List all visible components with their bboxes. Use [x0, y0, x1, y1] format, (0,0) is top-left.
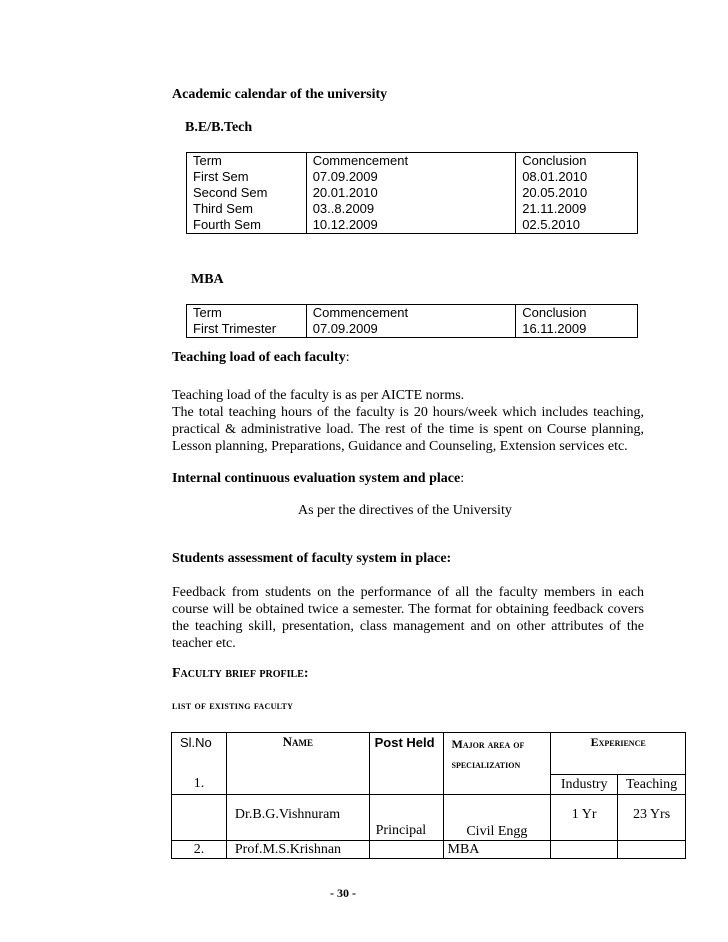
cell-teaching: [618, 841, 686, 859]
table-row: [187, 201, 638, 217]
cell-slno: 2.: [172, 841, 227, 859]
table-row: [172, 841, 686, 859]
cell-industry: 1 Yr: [551, 795, 618, 841]
cell-post-spacer: [369, 774, 443, 795]
heading-colon: :: [345, 350, 350, 365]
mba-label: MBA: [191, 272, 224, 287]
cell-major-spacer: [443, 774, 551, 795]
heading-text: Teaching load of each faculty: [172, 350, 346, 365]
evaluation-text: As per the directives of the University: [298, 503, 512, 518]
cell-major: Civil Engg: [443, 795, 551, 841]
table-cell: Second Sem: [187, 185, 307, 201]
table-cell: 20.05.2010: [516, 185, 638, 201]
table-cell: Commencement: [306, 305, 516, 322]
cell-name: Prof.M.S.Krishnan: [226, 841, 369, 859]
table-cell: 21.11.2009: [516, 201, 638, 217]
cell-name: Dr.B.G.Vishnuram: [226, 795, 369, 841]
assessment-heading: Students assessment of faculty system in place:: [172, 551, 452, 566]
cell-slno: 1.: [172, 774, 227, 795]
teaching-load-heading: [172, 349, 350, 366]
table-cell: 20.01.2010: [306, 185, 516, 201]
cell-teaching: 23 Yrs: [618, 795, 686, 841]
cell-post: [369, 841, 443, 859]
cell-major: MBA: [443, 841, 551, 859]
table-cell: First Sem: [187, 169, 307, 185]
table-cell: First Trimester: [187, 321, 307, 338]
table-row: [172, 774, 686, 795]
table-cell: Commencement: [306, 153, 516, 170]
cell-empty: [172, 795, 227, 841]
mba-calendar-table: [186, 304, 638, 338]
table-row: [187, 217, 638, 234]
header-post-held: Post Held: [369, 733, 443, 775]
table-header-row: [172, 733, 686, 775]
table-row: [187, 305, 638, 322]
table-cell: 07.09.2009: [306, 321, 516, 338]
table-row: [187, 185, 638, 201]
table-row: [172, 795, 686, 841]
table-cell: Term: [187, 153, 307, 170]
table-cell: 07.09.2009: [306, 169, 516, 185]
be-btech-calendar-table: [186, 152, 638, 234]
table-cell: 16.11.2009: [516, 321, 638, 338]
header-experience: Experience: [551, 733, 686, 775]
table-cell: 10.12.2009: [306, 217, 516, 234]
faculty-profile-heading: Faculty brief profile:: [172, 666, 309, 681]
cell-post: Principal: [369, 795, 443, 841]
section-heading-academic-calendar: Academic calendar of the university: [172, 87, 388, 102]
teaching-load-line: Teaching load of the faculty is as per AICTE norms.: [172, 388, 465, 403]
table-row: [187, 321, 638, 338]
heading-text: Internal continuous evaluation system and place: [172, 471, 461, 486]
faculty-table: [171, 732, 686, 859]
be-btech-label: B.E/B.Tech: [185, 120, 253, 135]
cell-name-spacer: [226, 774, 369, 795]
table-cell: 08.01.2010: [516, 169, 638, 185]
subheader-industry: Industry: [551, 774, 618, 795]
page-number: - 30 -: [330, 886, 356, 900]
table-cell: Conclusion: [516, 153, 638, 170]
table-row: [187, 169, 638, 185]
table-cell: Fourth Sem: [187, 217, 307, 234]
header-slno: Sl.No: [172, 733, 227, 775]
table-cell: Third Sem: [187, 201, 307, 217]
table-row: [187, 153, 638, 170]
evaluation-heading: [172, 470, 464, 487]
cell-industry: [551, 841, 618, 859]
teaching-load-paragraph: The total teaching hours of the faculty is 20 hours/week which includes teaching, practical & administrative load. The rest of the time is spent on Course planning, Lesson planning, Preparations, Guidance and Counseling, Extension services etc.: [172, 405, 644, 454]
faculty-list-subheading: list of existing faculty: [172, 700, 294, 712]
assessment-paragraph: Feedback from students on the performance of all the faculty members in each course will be obtained twice a semester. The format for obtaining feedback covers the teaching skill, presentation, class management and on other attributes of the teacher etc.: [172, 585, 644, 651]
table-cell: 02.5.2010: [516, 217, 638, 234]
table-cell: 03..8.2009: [306, 201, 516, 217]
table-cell: Conclusion: [516, 305, 638, 322]
heading-colon: :: [460, 471, 465, 486]
header-major-area: Major area of specialization: [443, 733, 551, 775]
header-name: Name: [226, 733, 369, 775]
table-cell: Term: [187, 305, 307, 322]
subheader-teaching: Teaching: [618, 774, 686, 795]
